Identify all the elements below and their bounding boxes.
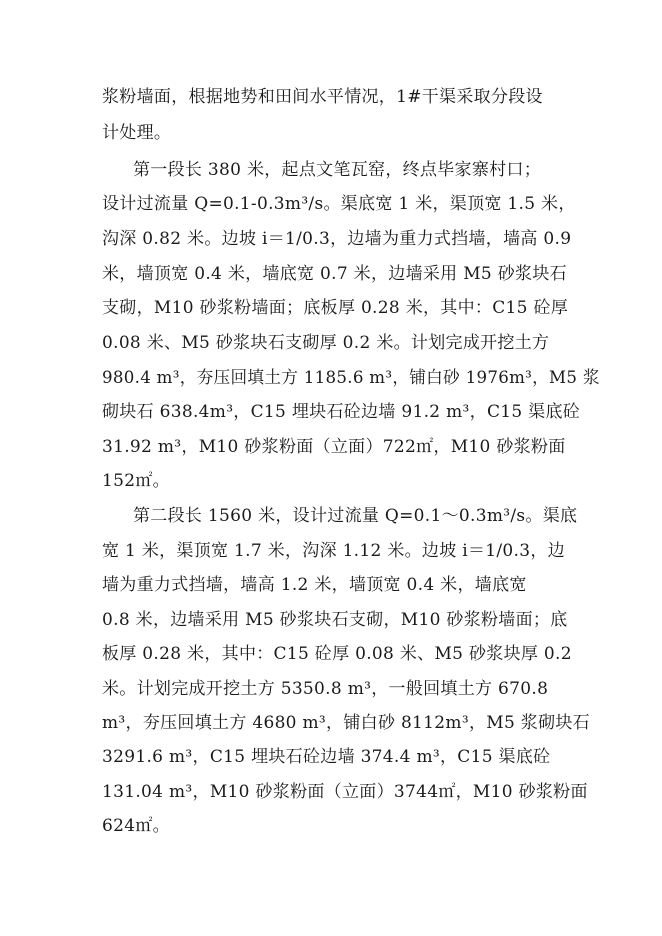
text-line: 131.04 m³，M10 砂浆粉面（立面）3744㎡，M10 砂浆粉面 — [102, 782, 588, 802]
text-line: 墙为重力式挡墙，墙高 1.2 米，墙顶宽 0.4 米，墙底宽 — [102, 575, 527, 595]
text-line: 宽 1 米，渠顶宽 1.7 米，沟深 1.12 米。边坡 i＝1/0.3，边 — [102, 541, 565, 561]
text-line: 板厚 0.28 米，其中：C15 砼厚 0.08 米、M5 砂浆块厚 0.2 — [102, 644, 572, 664]
text-line: 沟深 0.82 米。边坡 i＝1/0.3，边墙为重力式挡墙，墙高 0.9 — [102, 229, 572, 249]
text-line: 米。计划完成开挖土方 5350.8 m³，一般回填土方 670.8 — [102, 679, 549, 699]
paragraph-1-first-line: 第一段长 380 米，起点文笔瓦窑，终点毕家寨村口； — [133, 160, 542, 180]
text-line: 3291.6 m³，C15 埋块石砼边墙 374.4 m³，C15 渠底砼 — [102, 747, 551, 767]
text-line: 0.8 米，边墙采用 M5 砂浆块石支砌，M10 砂浆粉墙面；底 — [102, 610, 568, 630]
text-line: 624㎡。 — [102, 816, 170, 836]
text-line: 152㎡。 — [102, 471, 170, 491]
text-line: 砌块石 638.4m³，C15 埋块石砼边墙 91.2 m³，C15 渠底砼 — [102, 402, 581, 422]
text-line: 计处理。 — [102, 123, 172, 143]
text-line: m³，夯压回填土方 4680 m³，铺白砂 8112m³，M5 浆砌块石 — [102, 713, 590, 733]
text-line: 支砌，M10 砂浆粉墙面；底板厚 0.28 米，其中：C15 砼厚 — [102, 298, 569, 318]
text-line: 980.4 m³，夯压回填土方 1185.6 m³，铺白砂 1976m³，M5 浆 — [102, 368, 600, 388]
paragraph-2-first-line: 第二段长 1560 米，设计过流量 Q=0.1～0.3m³/s。渠底 — [133, 506, 578, 526]
text-line: 米，墙顶宽 0.4 米，墙底宽 0.7 米，边墙采用 M5 砂浆块石 — [102, 264, 567, 284]
text-line: 浆粉墙面，根据地势和田间水平情况，1#干渠采取分段设 — [102, 87, 543, 107]
text-line: 设计过流量 Q=0.1-0.3m³/s。渠底宽 1 米，渠顶宽 1.5 米， — [102, 194, 576, 214]
text-line: 0.08 米、M5 砂浆块石支砌厚 0.2 米。计划完成开挖土方 — [102, 333, 550, 353]
text-line: 31.92 m³，M10 砂浆粉面（立面）722㎡，M10 砂浆粉面 — [102, 437, 566, 457]
